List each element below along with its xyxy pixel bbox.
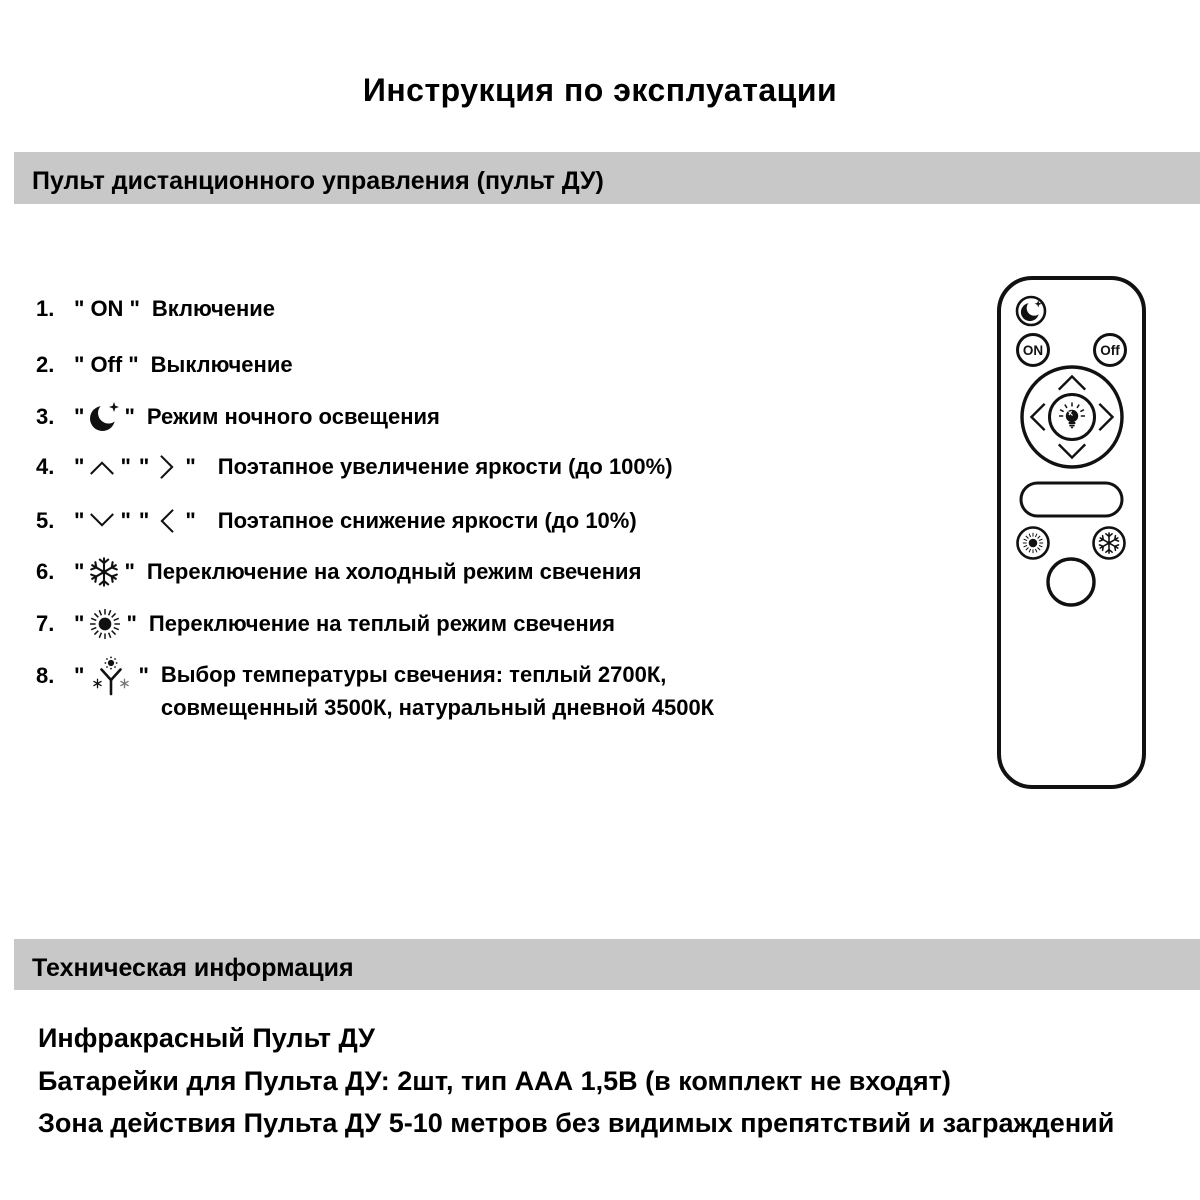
button-label-off: Off [90,352,123,377]
instruction-item-2 [36,347,293,383]
page-title: Инструкция по эксплуатации [362,72,838,108]
item-description: Поэтапное снижение яркости (до 10%) [217,508,637,533]
chevron-right-icon [153,453,181,481]
quote-mark: " [74,508,85,533]
instruction-item-4 [36,449,673,485]
item-description: Переключение на теплый режим свечения [148,611,616,636]
snowflake-icon [88,556,120,588]
moon-star-icon [88,401,120,433]
round-button [1048,559,1094,605]
tech-line-2: Батарейки для Пульта ДУ: 2шт, тип ААА 1,5В (в комплект не входят) [38,1066,951,1096]
quote-mark: " [74,352,85,377]
sun-icon [1023,533,1043,553]
item-number: 7. [36,611,55,636]
off-button-label: Off [1100,343,1120,358]
off-button [1095,335,1126,366]
instruction-item-6 [36,554,641,590]
item-description: Выключение [150,352,293,377]
tech-line-1: Инфракрасный Пульт ДУ [38,1023,375,1053]
dpad [1022,367,1122,467]
quote-mark: " [126,611,137,636]
item-number: 8. [36,663,55,688]
quote-mark: " [74,663,85,688]
quote-mark: " [129,296,140,321]
item-number: 1. [36,296,55,321]
item-number: 3. [36,404,55,429]
pill-button [1021,483,1122,516]
item-description-line1: Выбор температуры свечения: теплый 2700К, [160,662,667,687]
instruction-item-3 [36,399,440,435]
instruction-item-1 [36,291,275,327]
sun-icon [88,607,122,641]
section-header-tech-label: Техническая информация [32,954,354,982]
quote-mark: " [120,508,131,533]
quote-mark: " [74,454,85,479]
remote-illustration [992,272,1152,794]
item-number: 4. [36,454,55,479]
section-header-remote [14,152,1200,204]
instruction-item-8 [36,658,714,724]
quote-mark: " [138,454,150,479]
cold-mode-button [1094,528,1125,559]
quote-mark: " [185,508,196,533]
quote-mark: " [128,352,139,377]
item-description: Включение [151,296,276,321]
item-number: 5. [36,508,55,533]
chevron-down-icon [88,507,116,535]
quote-mark: " [74,559,85,584]
instruction-item-5 [36,503,637,539]
button-label-on: ON [90,296,124,321]
on-button [1018,335,1049,366]
item-description [161,658,714,724]
quote-mark: " [74,611,85,636]
quote-mark: " [185,454,196,479]
item-number: 6. [36,559,55,584]
quote-mark: " [138,508,150,533]
night-mode-button [1017,297,1045,325]
on-button-label: ON [1022,343,1044,358]
chevron-left-icon [153,507,181,535]
tech-line-3: Зона действия Пульта ДУ 5-10 метров без видимых препятствий и заграждений [38,1108,1115,1138]
quote-mark: " [124,404,135,429]
item-description: Переключение на холодный режим свечения [146,559,642,584]
item-description: Режим ночного освещения [146,404,440,429]
item-description: Поэтапное увеличение яркости (до 100%) [217,454,673,479]
color-temperature-icon [88,654,134,700]
item-description-line2: совмещенный 3500К, натуральный дневной 4500К [160,695,715,720]
section-header-tech [14,939,1200,990]
quote-mark: " [74,404,85,429]
quote-mark: " [120,454,131,479]
warm-mode-button [1018,528,1049,559]
quote-mark: " [124,559,135,584]
quote-mark: " [74,296,85,321]
instruction-item-7 [36,606,615,642]
chevron-up-icon [88,453,116,481]
item-number: 2. [36,352,55,377]
quote-mark: " [138,663,149,688]
section-header-remote-label: Пульт дистанционного управления (пульт ДУ) [32,167,604,195]
